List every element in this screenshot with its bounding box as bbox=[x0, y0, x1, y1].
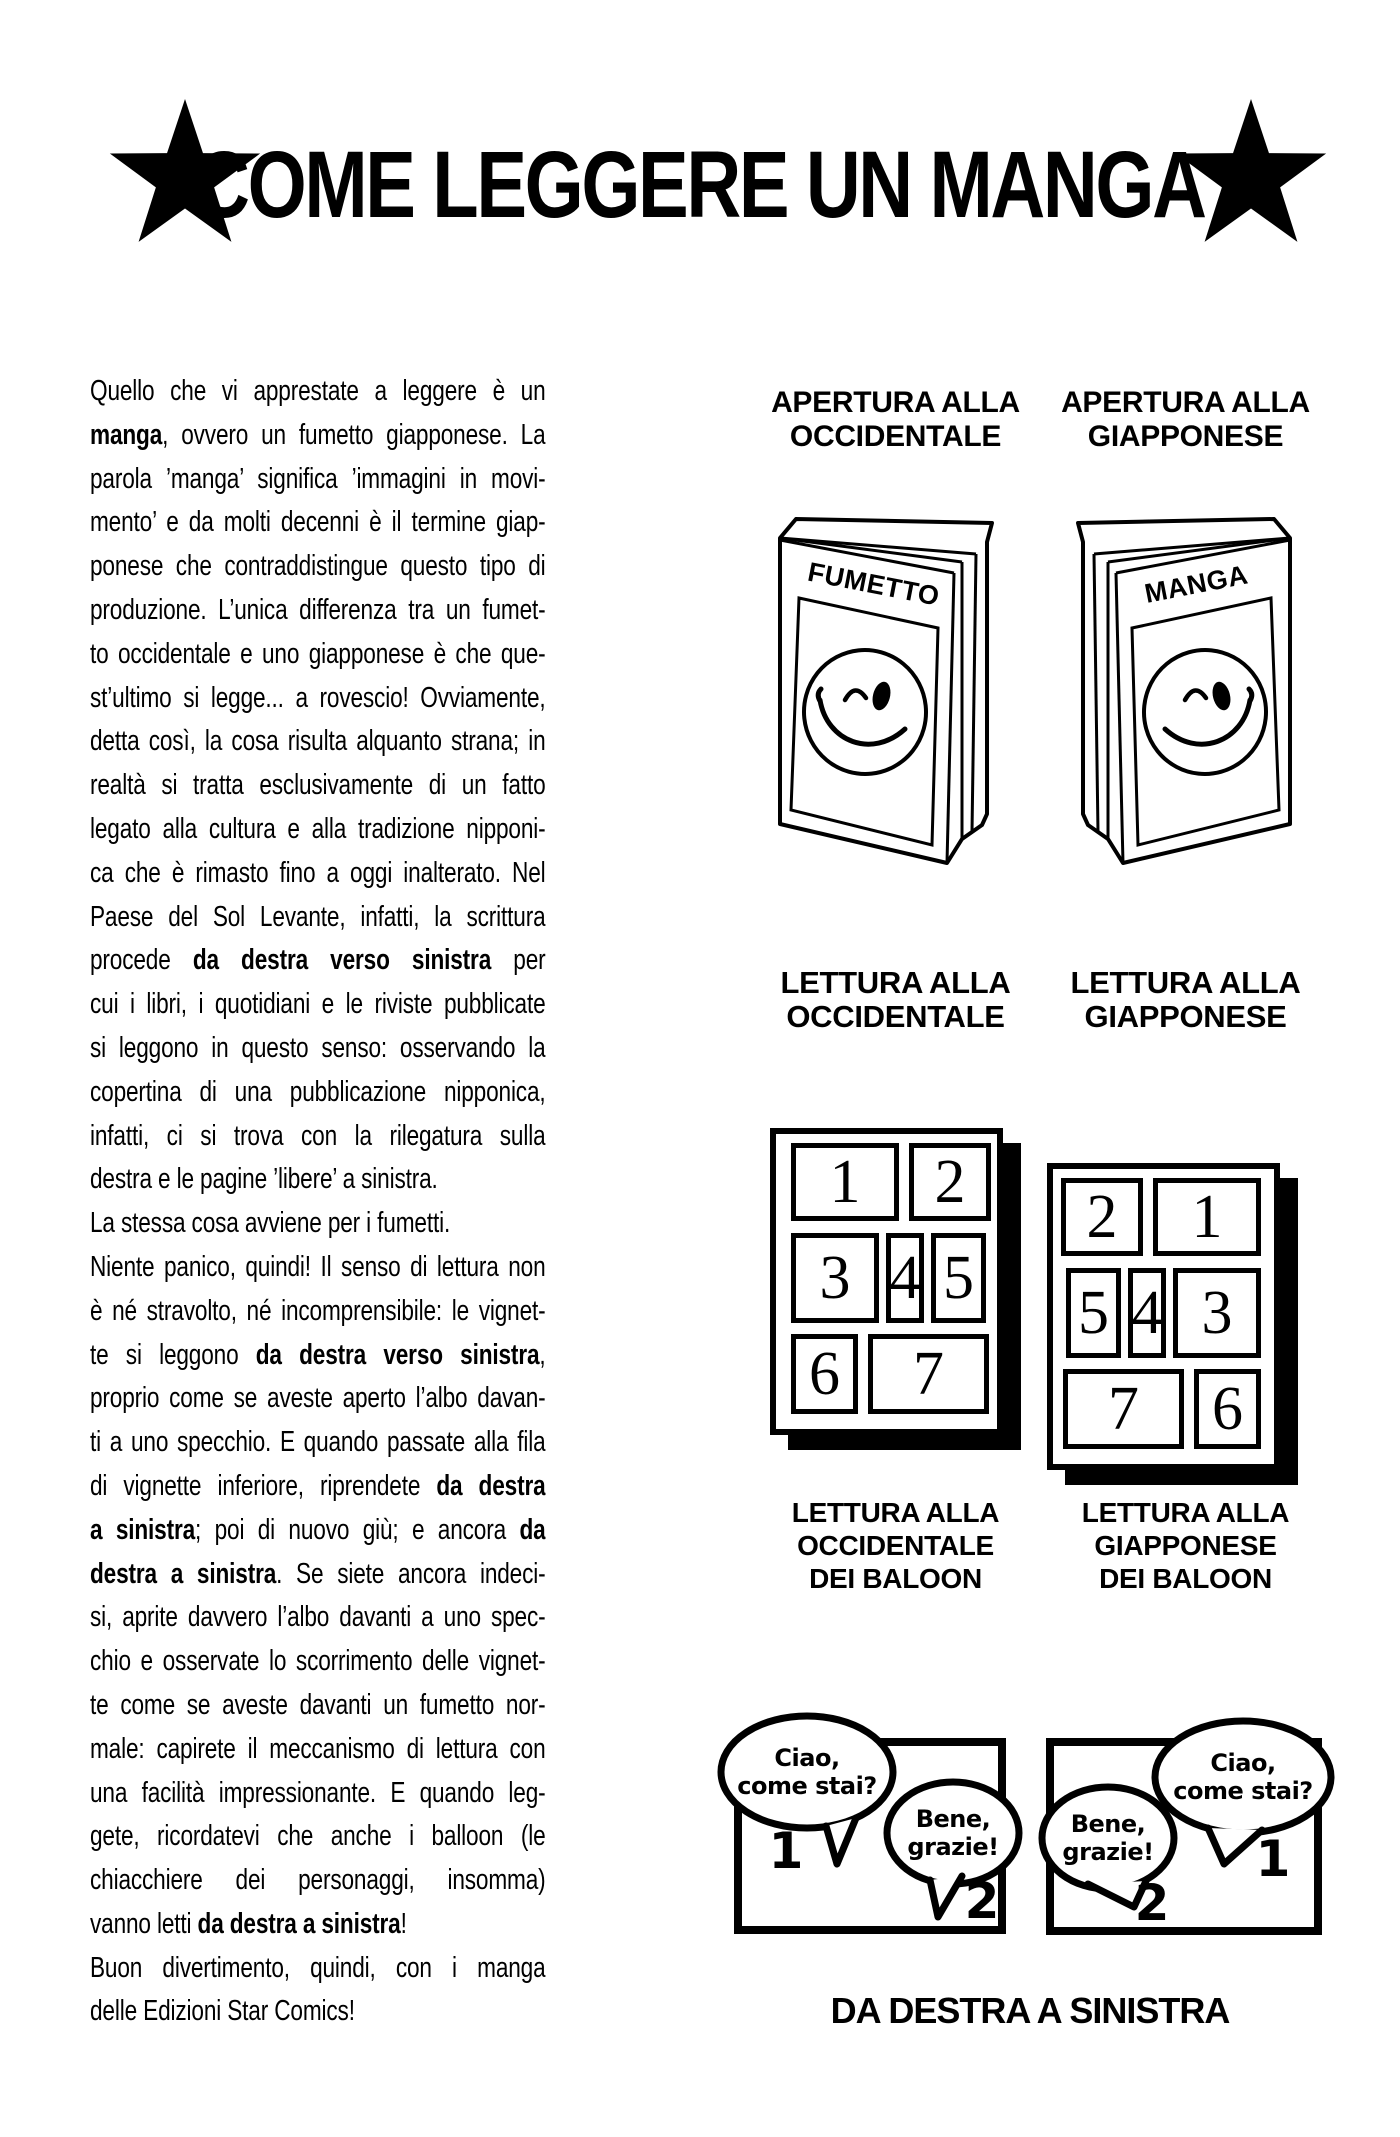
panel-cell: 1 bbox=[1153, 1178, 1261, 1256]
article-text bbox=[90, 370, 546, 2034]
header-line: OCCIDENTALE bbox=[789, 420, 1002, 453]
balloon-text: Ciao, bbox=[1210, 1749, 1276, 1777]
text-line: una facilità impressionante. E quando leg- bbox=[90, 1776, 546, 1809]
text-line: chio e osservate lo scorrimento delle vignet- bbox=[90, 1645, 546, 1678]
panel-cell: 6 bbox=[1194, 1369, 1261, 1449]
panel-cell: 7 bbox=[868, 1334, 989, 1414]
header-lettura-giapponese bbox=[988, 966, 1383, 1034]
text-line: proprio come se aveste aperto l’albo davan- bbox=[90, 1382, 546, 1415]
header-line: DEI BALOON bbox=[809, 1563, 982, 1594]
header-line: DEI BALOON bbox=[1099, 1563, 1272, 1594]
header-line: LETTURA ALLA bbox=[780, 965, 1011, 1000]
text-line: manga, ovvero un fumetto giapponese. La bbox=[90, 418, 546, 451]
text-line: Buon divertimento, quindi, con i manga bbox=[90, 1951, 546, 1984]
text-line: vanno letti da destra a sinistra! bbox=[90, 1907, 407, 1940]
text-line: ca che è rimasto fino a oggi inalterato. Nel bbox=[90, 856, 546, 889]
text-line: chiacchiere dei personaggi, insomma) bbox=[90, 1864, 546, 1897]
panel-cell: 7 bbox=[1063, 1369, 1184, 1449]
text-line: st’ultimo si legge... a rovescio! Ovviamente, bbox=[90, 681, 546, 714]
balloon-text: grazie! bbox=[907, 1833, 999, 1861]
header-line: LETTURA ALLA bbox=[1081, 1497, 1290, 1528]
header-line: GIAPPONESE bbox=[1087, 420, 1284, 453]
reading-order-number: 1 bbox=[768, 1822, 804, 1880]
header-baloon-giapponese bbox=[988, 1496, 1383, 1595]
text-line: Quello che vi apprestate a leggere è un bbox=[90, 375, 546, 407]
panel-cell: 6 bbox=[791, 1334, 858, 1414]
text-line: ponese che contraddistingue questo tipo di bbox=[90, 550, 546, 583]
panel-cell: 5 bbox=[931, 1233, 986, 1323]
balloon-text: Bene, bbox=[915, 1805, 991, 1833]
page-title: COME LEGGERE UN MANGA bbox=[195, 132, 1205, 238]
panel-cell: 5 bbox=[1066, 1268, 1121, 1358]
text-line: male: capirete il meccanismo di lettura con bbox=[90, 1732, 546, 1765]
text-line: a sinistra; poi di nuovo giù; e ancora da bbox=[90, 1513, 546, 1546]
text-line: Paese del Sol Levante, infatti, la scrittura bbox=[90, 900, 546, 933]
text-line: è né stravolto, né incomprensibile: le vignet- bbox=[90, 1294, 546, 1327]
text-line: ti a uno specchio. E quando passate alla fila bbox=[90, 1426, 546, 1459]
text-line: legato alla cultura e alla tradizione nipponi- bbox=[90, 812, 546, 845]
panel-layout-japanese bbox=[1047, 1163, 1280, 1470]
text-line: detta così, la cosa risulta alquanto strana; in bbox=[90, 725, 546, 758]
text-line: di vignette inferiore, riprendete da destra bbox=[90, 1469, 546, 1502]
balloon-panel-western bbox=[718, 1698, 1026, 1945]
header-line: APERTURA ALLA bbox=[1061, 386, 1310, 419]
text-line: realtà si tratta esclusivamente di un fatto bbox=[90, 769, 546, 802]
header-apertura-giapponese bbox=[988, 386, 1383, 454]
header-line: GIAPPONESE bbox=[1094, 1530, 1277, 1561]
text-line: La stessa cosa avviene per i fumetti. bbox=[90, 1207, 451, 1240]
text-line: si leggono in questo senso: osservando la bbox=[90, 1031, 546, 1064]
footer-reading-direction: DA DESTRA A SINISTRA bbox=[830, 1990, 1230, 2031]
text-line: copertina di una pubblicazione nipponica, bbox=[90, 1075, 546, 1108]
text-line: parola ’manga’ significa ’immagini in movi- bbox=[90, 462, 546, 495]
text-line: to occidentale e uno giapponese è che que- bbox=[90, 637, 546, 670]
reading-order-number: 2 bbox=[964, 1872, 1000, 1930]
panel-cell: 4 bbox=[886, 1233, 924, 1323]
panel-cell: 1 bbox=[791, 1143, 899, 1221]
panel-cell: 3 bbox=[1173, 1268, 1261, 1358]
text-line: infatti, ci si trova con la rilegatura sulla bbox=[90, 1119, 546, 1152]
header-line: APERTURA ALLA bbox=[771, 386, 1020, 419]
balloon-panel-japanese bbox=[1028, 1698, 1340, 1945]
text-line: procede da destra verso sinistra per bbox=[90, 944, 546, 977]
text-line: te si leggono da destra verso sinistra, bbox=[90, 1338, 546, 1371]
book-cover-title: FUMETTO bbox=[805, 556, 943, 612]
book-illustration-western bbox=[775, 516, 995, 876]
header-line: LETTURA ALLA bbox=[1070, 965, 1301, 1000]
header-line: OCCIDENTALE bbox=[786, 999, 1005, 1034]
text-line: cui i libri, i quotidiani e le riviste pubblicate bbox=[90, 988, 546, 1021]
panel-cell: 2 bbox=[1061, 1178, 1143, 1256]
balloon-text: come stai? bbox=[737, 1772, 877, 1800]
header-line: GIAPPONESE bbox=[1084, 999, 1287, 1034]
balloon-text: come stai? bbox=[1173, 1777, 1313, 1805]
star-icon bbox=[1172, 94, 1330, 252]
text-line: mento’ e da molti decenni è il termine giap- bbox=[90, 506, 546, 539]
text-line: Niente panico, quindi! Il senso di lettura non bbox=[90, 1250, 546, 1283]
reading-order-number: 1 bbox=[1255, 1830, 1291, 1888]
text-line: delle Edizioni Star Comics! bbox=[90, 1995, 355, 2028]
text-line: si, aprite davvero l’albo davanti a uno spec- bbox=[90, 1601, 546, 1634]
book-illustration-japanese bbox=[1075, 516, 1295, 876]
balloon-text: Ciao, bbox=[774, 1744, 840, 1772]
panel-cell: 2 bbox=[909, 1143, 991, 1221]
reading-order-number: 2 bbox=[1134, 1874, 1170, 1932]
text-line: gete, ricordatevi che anche i balloon (le bbox=[90, 1820, 546, 1853]
balloon-text: Bene, bbox=[1070, 1810, 1146, 1838]
header-line: LETTURA ALLA bbox=[791, 1497, 1000, 1528]
header-line: OCCIDENTALE bbox=[797, 1530, 994, 1561]
book-cover-title: MANGA bbox=[1142, 559, 1251, 609]
text-line: produzione. L’unica differenza tra un fumet- bbox=[90, 593, 546, 626]
balloon-text: grazie! bbox=[1062, 1838, 1154, 1866]
panel-layout-western bbox=[770, 1128, 1003, 1435]
panel-cell: 3 bbox=[791, 1233, 879, 1323]
text-line: destra a sinistra. Se siete ancora indeci- bbox=[90, 1557, 546, 1590]
text-line: te come se aveste davanti un fumetto nor- bbox=[90, 1688, 546, 1721]
text-line: destra e le pagine ’libere’ a sinistra. bbox=[90, 1163, 438, 1196]
panel-cell: 4 bbox=[1128, 1268, 1166, 1358]
